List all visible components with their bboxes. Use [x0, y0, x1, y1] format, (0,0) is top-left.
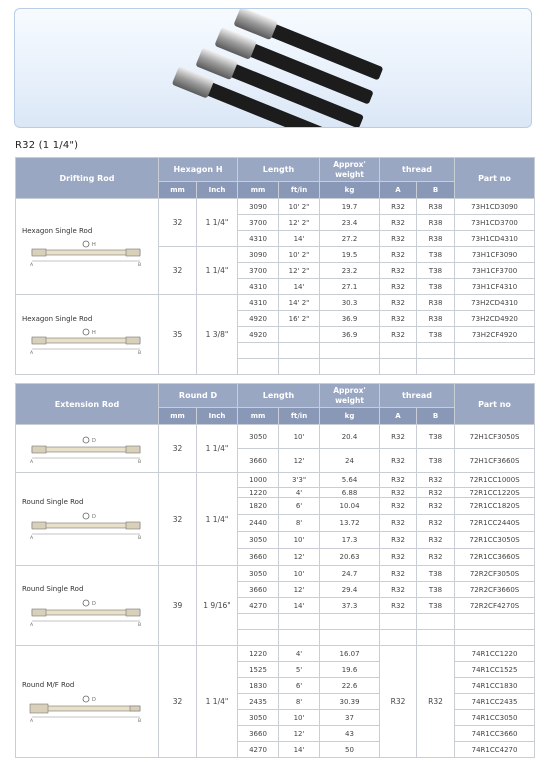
sub-header-b: B — [417, 408, 455, 425]
drill-rods-photo — [15, 9, 532, 128]
part-no: 72R1CC1220S — [455, 488, 535, 498]
drifting-rod-table — [15, 157, 535, 375]
thread-a: R32 — [380, 449, 417, 473]
rod-type-label: Round M/F Rod — [22, 680, 75, 689]
table-row — [16, 473, 535, 488]
length-ftin: 14' — [279, 279, 320, 295]
size-mm: 39 — [159, 566, 197, 646]
sub-header-a: A — [380, 182, 417, 199]
thread-b: T38 — [417, 449, 455, 473]
rod-cell — [16, 199, 159, 295]
thread-a: R32 — [380, 566, 417, 582]
size-mm: 32 — [159, 646, 197, 758]
part-no: 72R1CC1820S — [455, 498, 535, 515]
length-mm: 3050 — [238, 532, 279, 549]
weight-kg: 36.9 — [320, 327, 380, 343]
col-header-thread: thread — [380, 158, 455, 182]
size-inch: 1 1/4" — [197, 425, 238, 473]
length-mm: 3700 — [238, 215, 279, 231]
section-title: R32 (1 1/4") — [15, 140, 79, 151]
extension-rod-table — [15, 383, 535, 758]
part-no: 73H1CD3090 — [455, 199, 535, 215]
weight-kg: 13.72 — [320, 515, 380, 532]
size-mm: 32 — [159, 425, 197, 473]
sub-header-ftin: ft/in — [279, 408, 320, 425]
sub-header-mm: mm — [159, 182, 197, 199]
thread-b: R38 — [417, 295, 455, 311]
thread-b: T38 — [417, 263, 455, 279]
weight-kg: 27.2 — [320, 231, 380, 247]
thread-b: T38 — [417, 327, 455, 343]
product-banner — [14, 8, 532, 128]
length-ftin: 6' — [279, 678, 320, 694]
size-mm: 32 — [159, 199, 197, 247]
length-ftin: 14' 2" — [279, 295, 320, 311]
weight-kg: 23.4 — [320, 215, 380, 231]
weight-kg: 19.5 — [320, 247, 380, 263]
thread-b: R38 — [417, 215, 455, 231]
thread-b: T38 — [417, 425, 455, 449]
sub-header-inch: Inch — [197, 408, 238, 425]
thread-a: R32 — [380, 199, 417, 215]
thread-a: R32 — [380, 247, 417, 263]
part-no: 74R1CC4270 — [455, 742, 535, 758]
thread-b: R38 — [417, 231, 455, 247]
svg-text:A: A — [30, 536, 34, 540]
thread-a: R32 — [380, 549, 417, 566]
length-mm: 3660 — [238, 726, 279, 742]
length-mm: 1820 — [238, 498, 279, 515]
part-no: 74R1CC1220 — [455, 646, 535, 662]
table-row — [16, 295, 535, 311]
length-mm: 1830 — [238, 678, 279, 694]
thread-a: R32 — [380, 215, 417, 231]
thread-a: R32 — [380, 263, 417, 279]
length-mm: 3050 — [238, 566, 279, 582]
svg-text:D: D — [92, 600, 96, 607]
length-mm: 3090 — [238, 247, 279, 263]
length-ftin: 14' — [279, 231, 320, 247]
sub-header-kg: kg — [320, 182, 380, 199]
length-ftin: 10' — [279, 566, 320, 582]
sub-header-length-mm: mm — [238, 182, 279, 199]
part-no: 73H2CF4920 — [455, 327, 535, 343]
length-mm: 3660 — [238, 582, 279, 598]
rod-cell — [16, 425, 159, 473]
thread-a: R32 — [380, 327, 417, 343]
length-mm: 3660 — [238, 449, 279, 473]
thread-a: R32 — [380, 488, 417, 498]
sub-header-inch: Inch — [197, 182, 238, 199]
svg-text:D: D — [92, 514, 96, 520]
thread-a: R32 — [380, 311, 417, 327]
svg-text:H: H — [92, 329, 96, 336]
sub-header-a: A — [380, 408, 417, 425]
length-mm: 4920 — [238, 327, 279, 343]
part-no: 72R1CC1000S — [455, 473, 535, 488]
length-ftin: 8' — [279, 515, 320, 532]
part-no: 72R2CF3050S — [455, 566, 535, 582]
rod-type-label: Hexagon Single Rod — [22, 226, 93, 235]
length-mm: 3050 — [238, 710, 279, 726]
length-ftin: 16' 2" — [279, 311, 320, 327]
weight-kg: 20.63 — [320, 549, 380, 566]
part-no: 72R2CF3660S — [455, 582, 535, 598]
length-ftin: 6' — [279, 498, 320, 515]
col-header-weight: Approx' weight — [320, 384, 380, 408]
weight-kg: 19.7 — [320, 199, 380, 215]
svg-text:H: H — [92, 241, 96, 248]
length-ftin: 8' — [279, 694, 320, 710]
col-header-size: Hexagon H — [159, 158, 238, 182]
table-row — [16, 425, 535, 449]
weight-kg: 50 — [320, 742, 380, 758]
rod-cell — [16, 473, 159, 566]
length-ftin: 5' — [279, 662, 320, 678]
part-no: 72R1CC3660S — [455, 549, 535, 566]
thread-b: T38 — [417, 598, 455, 614]
part-no: 72H1CF3660S — [455, 449, 535, 473]
thread-b: R32 — [417, 532, 455, 549]
length-ftin: 14' — [279, 742, 320, 758]
svg-text:A: A — [30, 262, 34, 267]
thread-b: T38 — [417, 582, 455, 598]
col-header-length: Length — [238, 158, 320, 182]
thread-b: R38 — [417, 199, 455, 215]
thread-a: R32 — [380, 295, 417, 311]
thread-b: R38 — [417, 311, 455, 327]
sub-header-mm: mm — [159, 408, 197, 425]
weight-kg: 29.4 — [320, 582, 380, 598]
weight-kg: 20.4 — [320, 425, 380, 449]
length-ftin: 3'3" — [279, 473, 320, 488]
rod-type-label: Round Single Rod — [22, 498, 84, 506]
svg-text:B: B — [138, 718, 142, 723]
part-no: 74R1CC1830 — [455, 678, 535, 694]
length-ftin: 10' — [279, 710, 320, 726]
part-no: 73H1CF4310 — [455, 279, 535, 295]
col-header-name: Extension Rod — [16, 384, 159, 425]
length-mm: 3660 — [238, 549, 279, 566]
sub-header-kg: kg — [320, 408, 380, 425]
length-ftin: 14' — [279, 598, 320, 614]
weight-kg: 23.2 — [320, 263, 380, 279]
thread-b: R32 — [417, 646, 455, 758]
svg-text:A: A — [30, 622, 34, 627]
thread-a: R32 — [380, 598, 417, 614]
length-ftin: 12' — [279, 549, 320, 566]
thread-b: T38 — [417, 566, 455, 582]
length-ftin — [279, 327, 320, 343]
part-no: 74R1CC1525 — [455, 662, 535, 678]
round-rod-diagram — [26, 597, 146, 627]
svg-text:D: D — [92, 437, 96, 444]
length-ftin: 12' — [279, 582, 320, 598]
length-mm: 1220 — [238, 646, 279, 662]
table-row — [16, 199, 535, 215]
part-no: 72R2CF4270S — [455, 598, 535, 614]
svg-text:A: A — [30, 350, 34, 355]
weight-kg: 6.88 — [320, 488, 380, 498]
thread-a: R32 — [380, 646, 417, 758]
length-mm: 4920 — [238, 311, 279, 327]
length-mm: 1525 — [238, 662, 279, 678]
col-header-part: Part no — [455, 158, 535, 199]
table-row — [16, 646, 535, 662]
length-ftin: 12' 2" — [279, 263, 320, 279]
size-inch: 1 9/16" — [197, 566, 238, 646]
rod-type-label: Round Single Rod — [22, 584, 84, 593]
part-no: 74R1CC2435 — [455, 694, 535, 710]
thread-a: R32 — [380, 582, 417, 598]
part-no: 72R1CC3050S — [455, 532, 535, 549]
part-no: 73H2CD4920 — [455, 311, 535, 327]
length-mm: 4310 — [238, 295, 279, 311]
size-inch: 1 1/4" — [197, 646, 238, 758]
length-mm: 3050 — [238, 425, 279, 449]
weight-kg: 37 — [320, 710, 380, 726]
part-no: 74R1CC3660 — [455, 726, 535, 742]
thread-a: R32 — [380, 425, 417, 449]
weight-kg: 37.3 — [320, 598, 380, 614]
mf-rod-diagram — [26, 693, 146, 723]
hexagon-rod-diagram — [26, 239, 146, 267]
part-no: 74R1CC3050 — [455, 710, 535, 726]
length-mm: 4310 — [238, 279, 279, 295]
length-mm: 4310 — [238, 231, 279, 247]
length-ftin: 10' 2" — [279, 199, 320, 215]
part-no: 73H2CD4310 — [455, 295, 535, 311]
size-mm: 35 — [159, 295, 197, 375]
svg-text:A: A — [30, 459, 34, 464]
weight-kg: 16.07 — [320, 646, 380, 662]
weight-kg: 30.39 — [320, 694, 380, 710]
size-inch: 1 1/4" — [197, 199, 238, 247]
length-mm: 3700 — [238, 263, 279, 279]
thread-b: R32 — [417, 549, 455, 566]
round-rod-diagram — [26, 510, 146, 540]
thread-b: R32 — [417, 498, 455, 515]
svg-text:B: B — [138, 459, 142, 464]
table-row — [16, 566, 535, 582]
weight-kg: 24 — [320, 449, 380, 473]
svg-text:B: B — [138, 622, 142, 627]
col-header-size: Round D — [159, 384, 238, 408]
weight-kg: 30.3 — [320, 295, 380, 311]
rod-cell — [16, 646, 159, 758]
weight-kg: 27.1 — [320, 279, 380, 295]
length-mm: 1220 — [238, 488, 279, 498]
weight-kg: 36.9 — [320, 311, 380, 327]
part-no: 73H1CD4310 — [455, 231, 535, 247]
thread-a: R32 — [380, 231, 417, 247]
size-inch: 1 1/4" — [197, 473, 238, 566]
svg-text:A: A — [30, 718, 34, 723]
length-mm: 2435 — [238, 694, 279, 710]
length-ftin: 10' — [279, 425, 320, 449]
weight-kg: 10.04 — [320, 498, 380, 515]
thread-a: R32 — [380, 498, 417, 515]
length-ftin: 12' — [279, 726, 320, 742]
length-mm: 4270 — [238, 598, 279, 614]
thread-b: T38 — [417, 247, 455, 263]
weight-kg: 19.6 — [320, 662, 380, 678]
sub-header-length-mm: mm — [238, 408, 279, 425]
length-ftin: 10' 2" — [279, 247, 320, 263]
length-ftin: 12' 2" — [279, 215, 320, 231]
rod-cell — [16, 295, 159, 375]
part-no: 73H1CD3700 — [455, 215, 535, 231]
thread-b: R32 — [417, 515, 455, 532]
rod-type-label: Hexagon Single Rod — [22, 314, 93, 323]
thread-a: R32 — [380, 532, 417, 549]
weight-kg: 5.64 — [320, 473, 380, 488]
col-header-length: Length — [238, 384, 320, 408]
sub-header-ftin: ft/in — [279, 182, 320, 199]
col-header-weight: Approx' weight — [320, 158, 380, 182]
rod-cell — [16, 566, 159, 646]
col-header-part: Part no — [455, 384, 535, 425]
svg-text:B: B — [138, 536, 142, 540]
hexagon-rod-diagram — [26, 327, 146, 355]
thread-a: R32 — [380, 515, 417, 532]
sub-header-b: B — [417, 182, 455, 199]
svg-text:B: B — [138, 262, 142, 267]
part-no: 72H1CF3050S — [455, 425, 535, 449]
length-ftin: 4' — [279, 488, 320, 498]
round-rod-diagram — [26, 434, 146, 464]
size-inch: 1 1/4" — [197, 247, 238, 295]
part-no: 73H1CF3090 — [455, 247, 535, 263]
size-inch: 1 3/8" — [197, 295, 238, 375]
length-ftin: 12' — [279, 449, 320, 473]
weight-kg: 43 — [320, 726, 380, 742]
length-ftin: 4' — [279, 646, 320, 662]
col-header-name: Drifting Rod — [16, 158, 159, 199]
length-mm: 3090 — [238, 199, 279, 215]
svg-text:D: D — [92, 696, 96, 703]
thread-b: T38 — [417, 279, 455, 295]
thread-a: R32 — [380, 473, 417, 488]
weight-kg: 24.7 — [320, 566, 380, 582]
col-header-thread: thread — [380, 384, 455, 408]
weight-kg: 17.3 — [320, 532, 380, 549]
length-mm: 4270 — [238, 742, 279, 758]
length-mm: 2440 — [238, 515, 279, 532]
thread-a: R32 — [380, 279, 417, 295]
length-ftin: 10' — [279, 532, 320, 549]
length-mm: 1000 — [238, 473, 279, 488]
part-no: 73H1CF3700 — [455, 263, 535, 279]
part-no: 72R1CC2440S — [455, 515, 535, 532]
thread-b: R32 — [417, 473, 455, 488]
weight-kg: 22.6 — [320, 678, 380, 694]
size-mm: 32 — [159, 247, 197, 295]
svg-text:B: B — [138, 350, 142, 355]
thread-b: R32 — [417, 488, 455, 498]
size-mm: 32 — [159, 473, 197, 566]
